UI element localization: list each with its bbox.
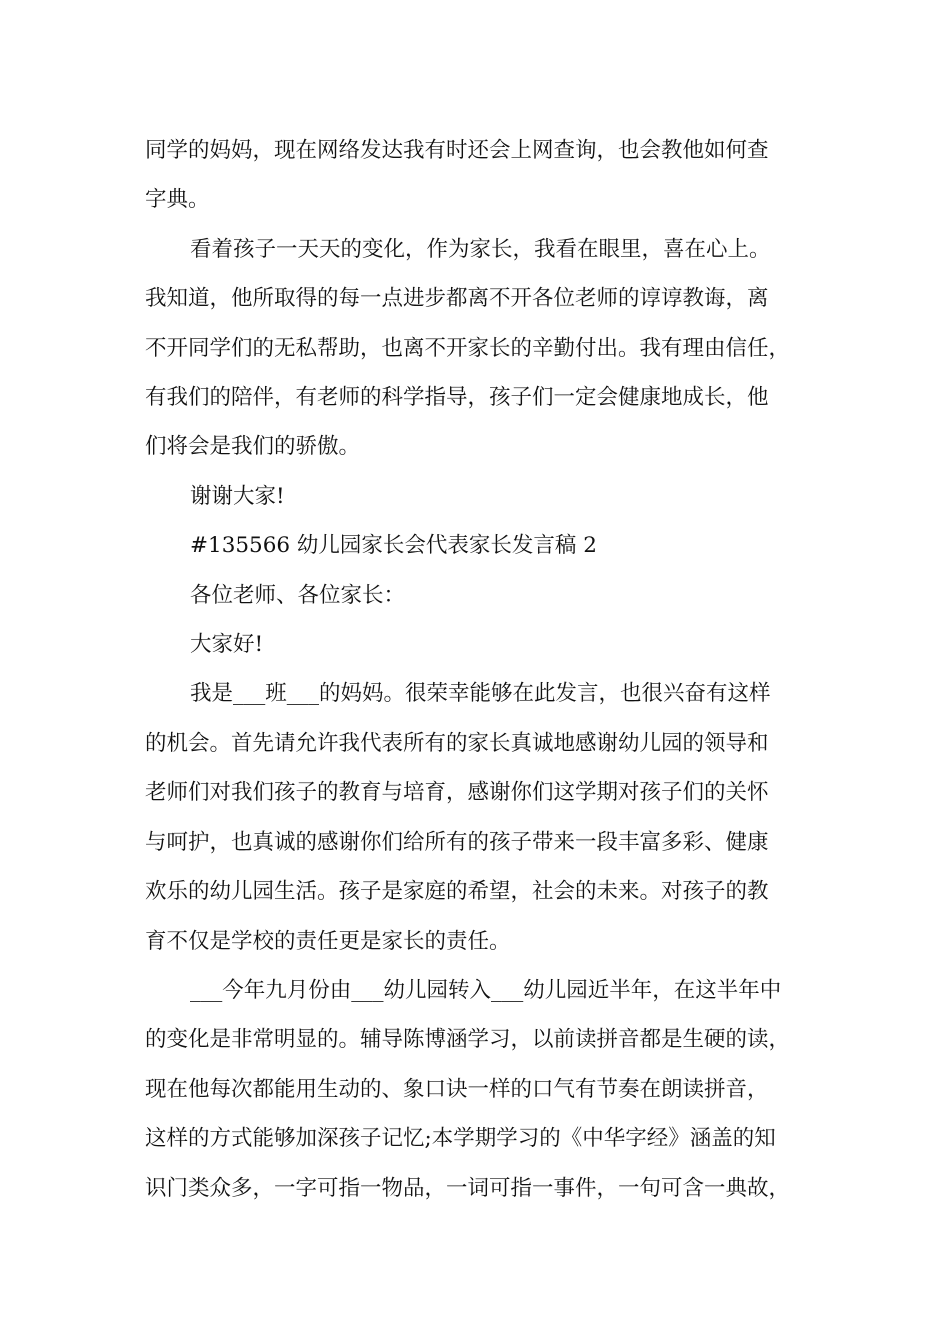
text-line: #135566 幼儿园家长会代表家长发言稿 2 [190,533,597,559]
text-line: 同学的妈妈，现在网络发达我有时还会上网查询，也会教他如何查 [145,138,769,163]
text-line: 看着孩子一天天的变化，作为家长，我看在眼里，喜在心上。 [190,236,771,262]
text-line: 有我们的陪伴，有老师的科学指导，孩子们一定会健康地成长，他 [145,385,769,411]
paragraph [145,620,835,669]
text-line: 我知道，他所取得的每一点进步都离不开各位老师的谆谆教诲，离 [145,286,769,312]
text-line: 各位老师、各位家长： [190,582,406,608]
text-line: 的机会。首先请允许我代表所有的家长真诚地感谢幼儿园的领导和 [145,730,769,756]
text-line: 不开同学们的无私帮助，也离不开家长的辛勤付出。我有理由信任， [145,335,791,361]
text-line: 字典。 [145,187,210,213]
paragraph [145,225,835,472]
text-line: 的变化是非常明显的。辅导陈博涵学习，以前读拼音都是生硬的读， [145,1027,791,1053]
paragraph [145,966,835,1213]
text-line: ___今年九月份由___幼儿园转入___幼儿园近半年，在这半年中 [190,977,782,1003]
text-line: 这样的方式能够加深孩子记忆;本学期学习的《中华字经》涵盖的知 [145,1126,776,1152]
text-line: 育不仅是学校的责任更是家长的责任。 [145,928,511,954]
text-line: 现在他每次都能用生动的、象口诀一样的口气有节奏在朗读拼音， [145,1076,769,1102]
text-line: 与呵护，也真诚的感谢你们给所有的孩子带来一段丰富多彩、健康 [145,829,769,855]
paragraph-heading [145,521,835,570]
paragraph [145,571,835,620]
document-body [145,126,835,1213]
paragraph [145,472,835,521]
paragraph [145,126,835,225]
text-line: 大家好! [190,632,264,658]
paragraph [145,669,835,965]
text-line: 老师们对我们孩子的教育与培育，感谢你们这学期对孩子们的关怀 [145,780,769,806]
text-line: 谢谢大家! [190,483,285,509]
text-line: 们将会是我们的骄傲。 [145,434,361,460]
text-line: 欢乐的幼儿园生活。孩子是家庭的希望，社会的未来。对孩子的教 [145,879,769,905]
text-line: 我是___班___的妈妈。很荣幸能够在此发言，也很兴奋有这样 [190,681,771,707]
text-line: 识门类众多，一字可指一物品，一词可指一事件，一句可含一典故， [145,1175,791,1201]
